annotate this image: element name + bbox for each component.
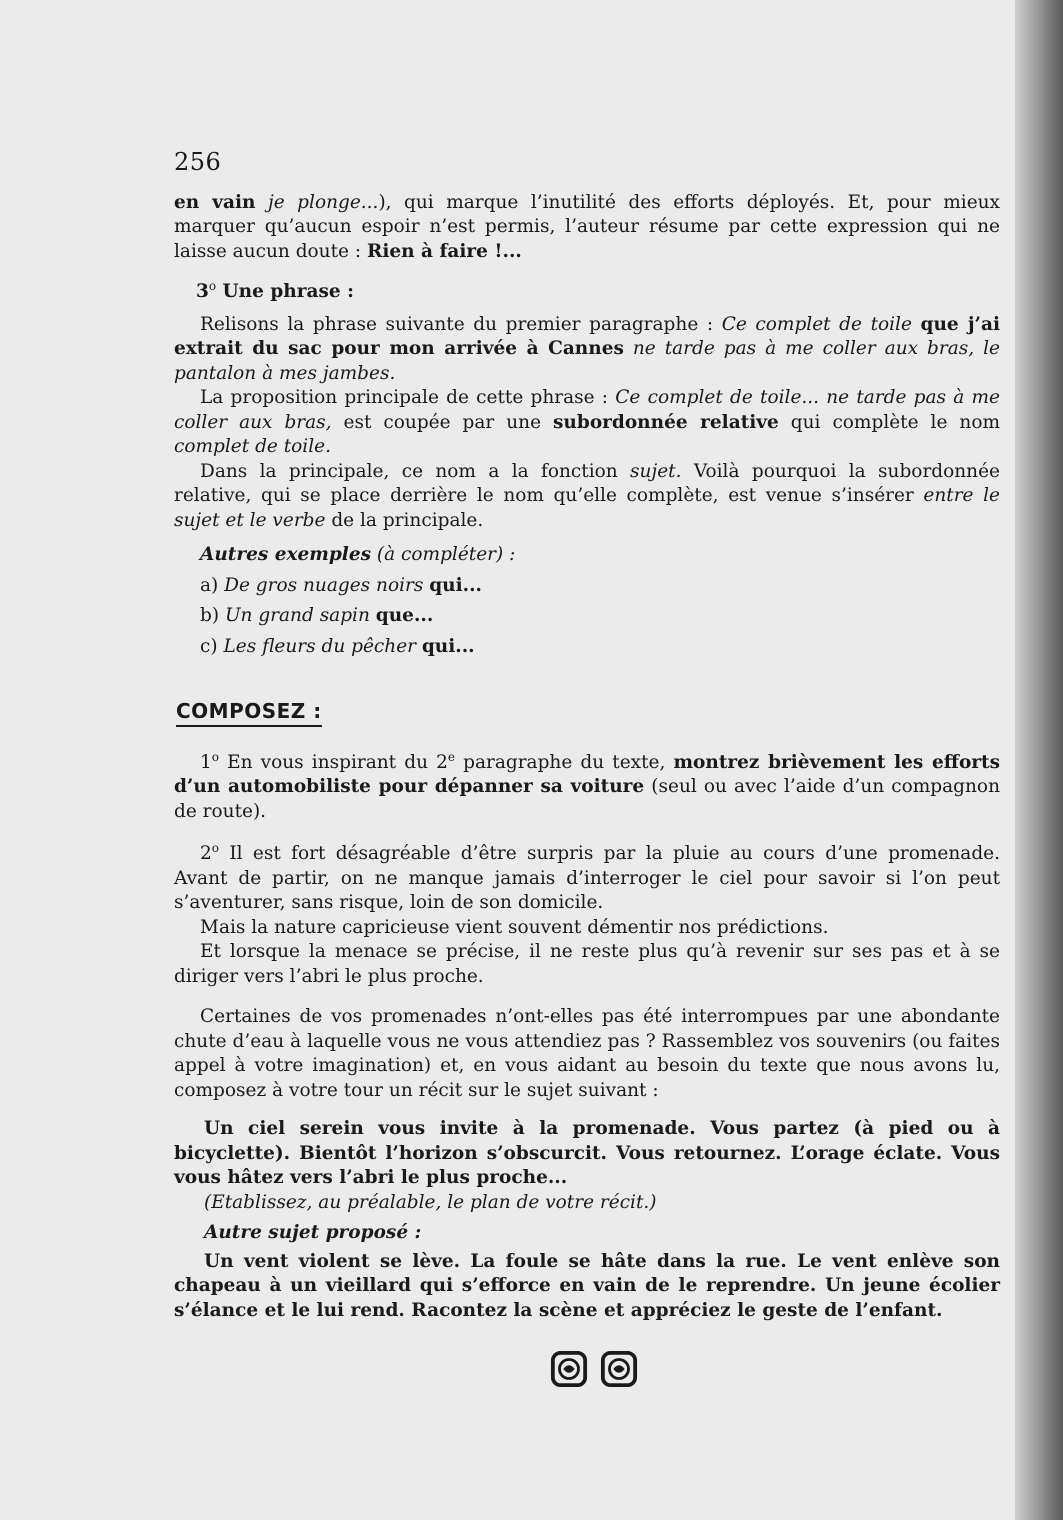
example-item — [200, 574, 1000, 599]
subject-1: Un ciel serein vous invite à la promenade. Vous partez (à pied ou à bicyclette). Bientôt l’horizon s’obscurcit. Vous retournez. L’orage éclate. Vous vous hâtez vers l’abri le plus proche... — [174, 1118, 1000, 1189]
alt-subject-heading: Autre sujet proposé : — [204, 1222, 422, 1244]
text: est coupée par une — [331, 411, 554, 433]
example-letter: a) — [200, 574, 225, 596]
item-number-sup: o — [211, 749, 220, 764]
text: En vous inspirant du 2 — [219, 751, 448, 773]
section-title: Une phrase : — [216, 281, 354, 303]
italic-text: Les fleurs du pêcher — [223, 635, 422, 657]
bold-text: que j’ai extrait du sac pour mon arrivée à Cannes — [174, 313, 1000, 360]
examples-title: Autres exemples — [200, 544, 372, 566]
paragraph-intro — [174, 191, 1000, 265]
text: La proposition principale de cette phrase : — [200, 387, 616, 409]
composez-heading: COMPOSEZ : — [176, 699, 322, 727]
example-item — [200, 604, 1000, 629]
composez-item-1 — [174, 745, 1000, 825]
ordinal-sup: e — [447, 749, 455, 764]
subject-2: Un vent violent se lève. La foule se hâte dans la rue. Le vent enlève son chapeau à un vieillard qui s’efforce en vain de le reprendre. Un jeune écolier s’élance et le lui rend. Racontez la scène et appréciez le geste de l’enfant. — [174, 1250, 1000, 1321]
bold-text: subordonnée relative — [553, 411, 779, 433]
paragraph-proposition — [174, 386, 1000, 460]
examples-heading — [200, 543, 1000, 568]
bold-text: que... — [375, 605, 434, 627]
text: qui complète le nom — [778, 411, 1000, 433]
italic-text: sujet. — [630, 460, 682, 482]
composez-item-2-continued: Mais la nature capricieuse vient souvent démentir nos prédictions. — [200, 916, 829, 938]
composez-item-2-continued: Et lorsque la menace se précise, il ne reste plus qu’à revenir sur ses pas et à se diriger vers l’abri le plus proche. — [174, 941, 1000, 987]
item-number-sup: o — [211, 841, 220, 856]
text: Relisons la phrase suivante du premier paragraphe : — [200, 313, 722, 335]
page-number: 256 — [174, 148, 222, 176]
rose-ornament-icon — [550, 1350, 588, 1388]
section-number: 3 — [196, 281, 209, 303]
bold-text: qui... — [421, 635, 475, 657]
italic-text: entre le sujet et le verbe — [174, 485, 1000, 531]
text: Voilà pourquoi la subordonnée relative, qui se place derrière le nom qu’elle complète, est venue s’insérer — [174, 460, 1000, 507]
section-heading — [196, 274, 1000, 305]
italic-text: Ce complet de toile... ne tarde pas à me coller aux bras, — [174, 387, 1001, 433]
section-number-sup: o — [208, 279, 217, 293]
text: ), qui marque l’inutilité des efforts déployés. Et, pour mieux marquer qu’aucun espoir n’est permis, l’auteur résume par cette expression qui ne laisse aucun doute : — [174, 191, 1000, 262]
italic-text: complet de toile. — [174, 436, 331, 458]
examples-hint: (à compléter) : — [371, 544, 516, 566]
end-ornament — [550, 1350, 638, 1388]
example-letter: b) — [200, 605, 225, 627]
rose-ornament-icon — [600, 1350, 638, 1388]
subject-note: (Etablissez, au préalable, le plan de votre récit.) — [204, 1191, 657, 1213]
italic-text: je plonge... — [255, 191, 379, 213]
bold-text: Rien à faire !... — [366, 240, 522, 262]
bold-text: montrez brièvement les efforts d’un automobiliste pour dépanner sa voiture — [174, 751, 1000, 798]
paragraph-principale — [174, 460, 1000, 534]
item-number: 1 — [200, 751, 212, 773]
bold-text: en vain — [174, 191, 256, 213]
italic-text: Ce complet de toile — [721, 313, 921, 335]
example-item — [200, 635, 1000, 660]
italic-text: De gros nuages noirs — [224, 574, 430, 596]
text: Dans la principale, ce nom a la fonction — [200, 460, 631, 482]
item-number: 2 — [200, 843, 212, 865]
page-edge — [1015, 0, 1063, 1520]
italic-text: ne tarde pas à me coller aux bras, le pantalon à mes jambes. — [174, 338, 1000, 384]
paragraph-relisons — [174, 313, 1000, 387]
text: Il est fort désagréable d’être surpris par la pluie au cours d’une promenade. Avant de partir, on ne manque jamais d’interroger le ciel pour savoir si l’on peut s’aventurer, sans risque, loin de son domicile. — [174, 843, 1000, 914]
text: paragraphe du texte, — [454, 751, 674, 773]
text: (seul ou avec l’aide d’un compagnon de route). — [174, 776, 1000, 822]
page-content — [174, 150, 1000, 1323]
text: de la principale. — [325, 509, 484, 531]
paragraph-certaines: Certaines de vos promenades n’ont-elles pas été interrompues par une abondante chute d’eau à laquelle vous ne vous attendiez pas ? Rassemblez vos souvenirs (ou faites appel à votre imagination) et, en vous aidant au besoin du texte que nous avons lu, composez à votre tour un récit sur le sujet suivant : — [174, 1006, 1000, 1101]
example-letter: c) — [200, 635, 224, 657]
composez-item-2 — [174, 836, 1000, 916]
bold-text: qui... — [429, 574, 482, 596]
italic-text: Un grand sapin — [224, 605, 376, 627]
